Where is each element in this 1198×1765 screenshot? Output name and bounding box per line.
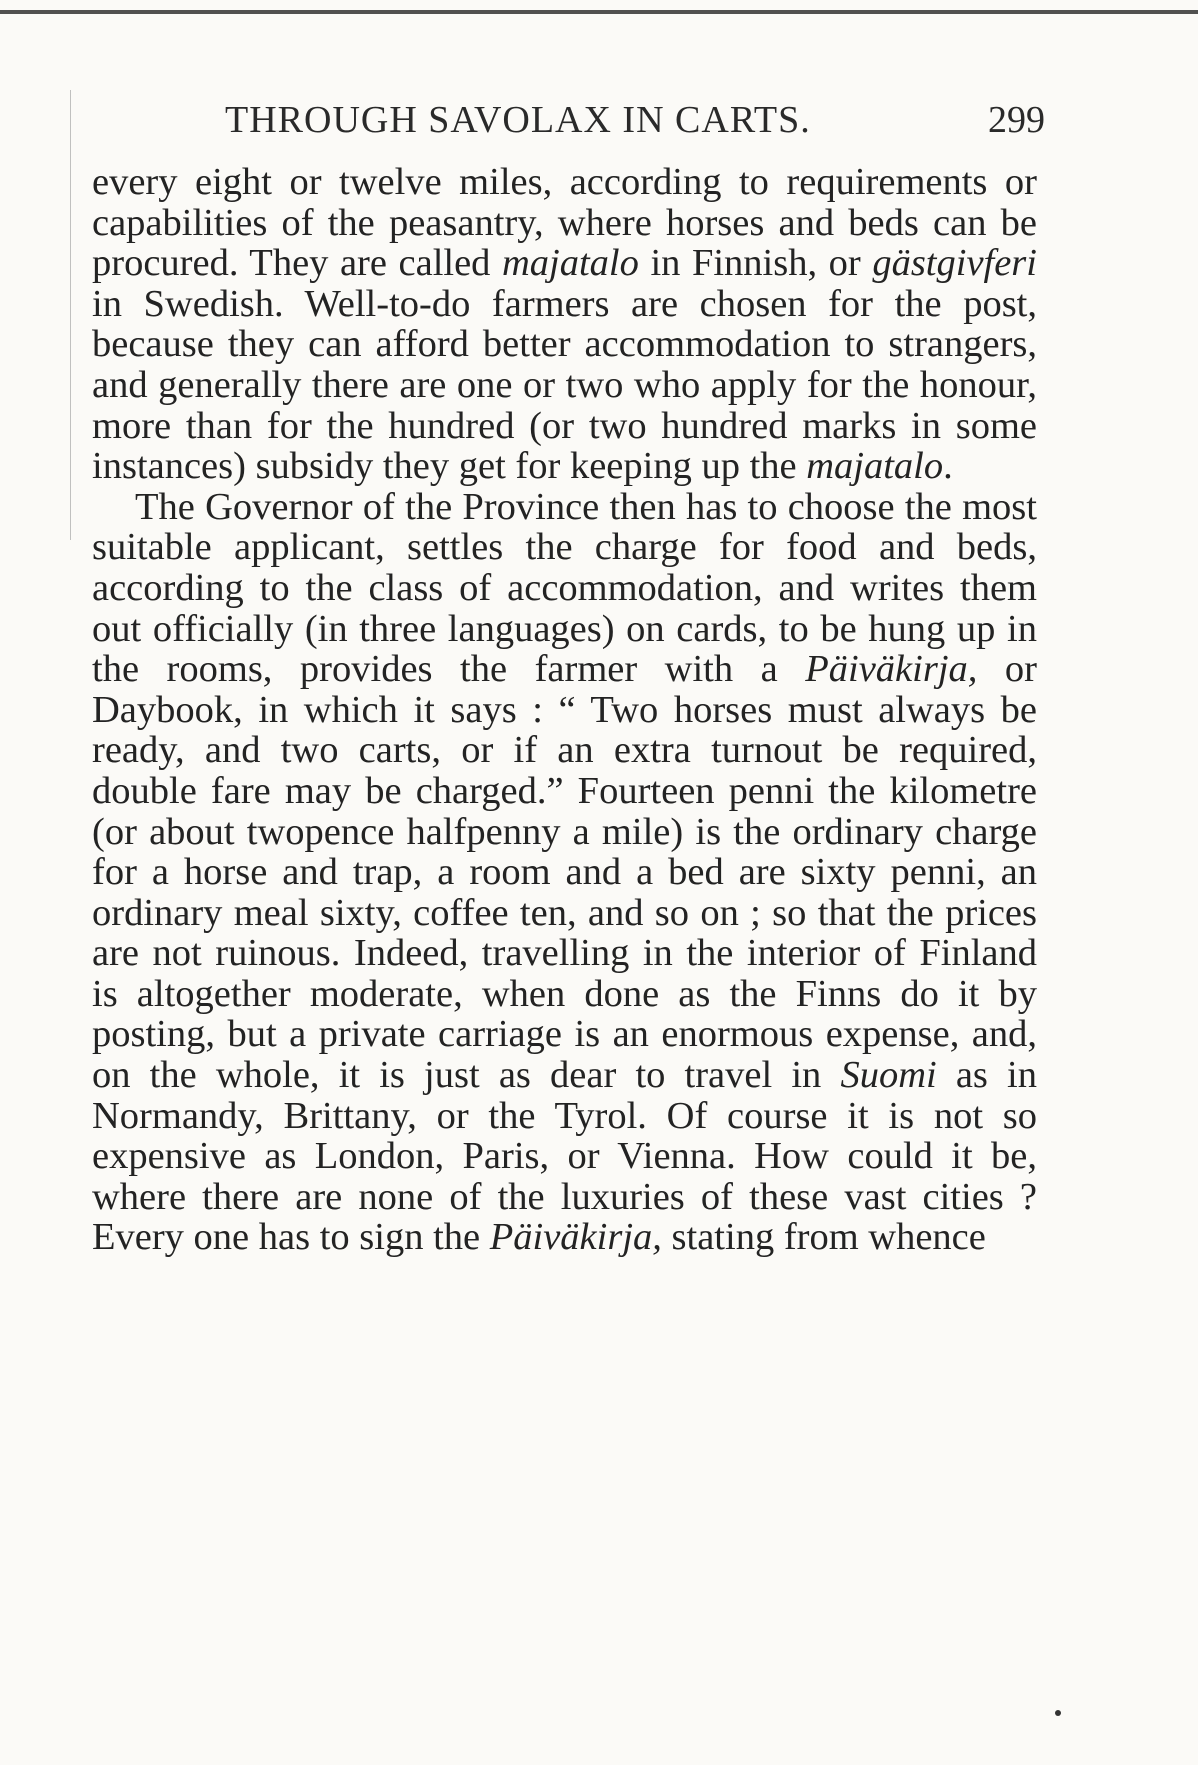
suomi-term: Suomi: [840, 1054, 937, 1097]
running-title: THROUGH SAVOLAX IN CARTS.: [225, 99, 811, 141]
paragraph-2: [92, 487, 1037, 1258]
paragraph-2-text-part-3: as in Normandy, Brittany, or the Tyrol. Of course it is not so expensive as London, Paris, or Vienna. How could it be, where there are none of the luxuries of these vast cities ? Every one has to sign the: [92, 1054, 1038, 1259]
ink-speck: [1055, 1710, 1061, 1716]
body-text: [92, 162, 1037, 1258]
paivakirja-term: Päiväkirja,: [805, 648, 978, 691]
paragraph-2-text-part-1: The Governor of the Province then has to choose the most suitable applicant, settles the charge for food and beds, according to the class of accommodation, and writes them out officially (in three languages) on cards, to be hung up in the rooms, provides the farmer with a: [92, 485, 1037, 691]
paragraph-1: [92, 162, 1037, 487]
paragraph-2-text-part-2: or Daybook, in which it says : “ Two horses must always be ready, and two carts, or if an extra turnout be required, double fare may be charged.” Fourteen penni the kilometre (or about twopence halfpenny a mile) is the ordinary charge for a horse and trap, a room and a bed are sixty penni, an ordinary meal sixty, coffee ten, and so on ; so that the prices are not ruinous. Indeed, travelling in the interior of Finland is altogether moderate, when done as the Finns do it by posting, but a private carriage is an enormous expense, and, on the whole, it is just as dear to travel in: [92, 648, 1037, 1097]
paragraph-1-text-part-1: every eight or twelve miles, according to requirements or capabilities of the peasantry, where horses and beds can be procured. They are called: [92, 161, 1037, 285]
page-edge-shadow: [70, 90, 71, 540]
paragraph-1-text-part-2: in Finnish, or: [638, 242, 873, 285]
paragraph-2-ending: stating from whence: [661, 1216, 986, 1259]
paragraph-1-ending: .: [943, 445, 953, 488]
paivakirja-term-repeat: Päiväkirja,: [489, 1216, 662, 1259]
majatalo-term: majatalo: [501, 242, 639, 285]
page-header: [225, 98, 1045, 148]
top-border-line: [0, 10, 1198, 14]
gastgivferi-term: gästgivferi: [872, 242, 1037, 285]
majatalo-term-repeat: majatalo: [806, 445, 944, 488]
paragraph-1-text-part-3: in Swedish. Well-to-do farmers are chosen for the post, because they can afford better accommodation to strangers, and generally there are one or two who apply for the honour, more than for the hundred (or two hundred marks in some instances) subsidy they get for keeping up the: [92, 282, 1037, 488]
page-number: 299: [988, 99, 1045, 141]
